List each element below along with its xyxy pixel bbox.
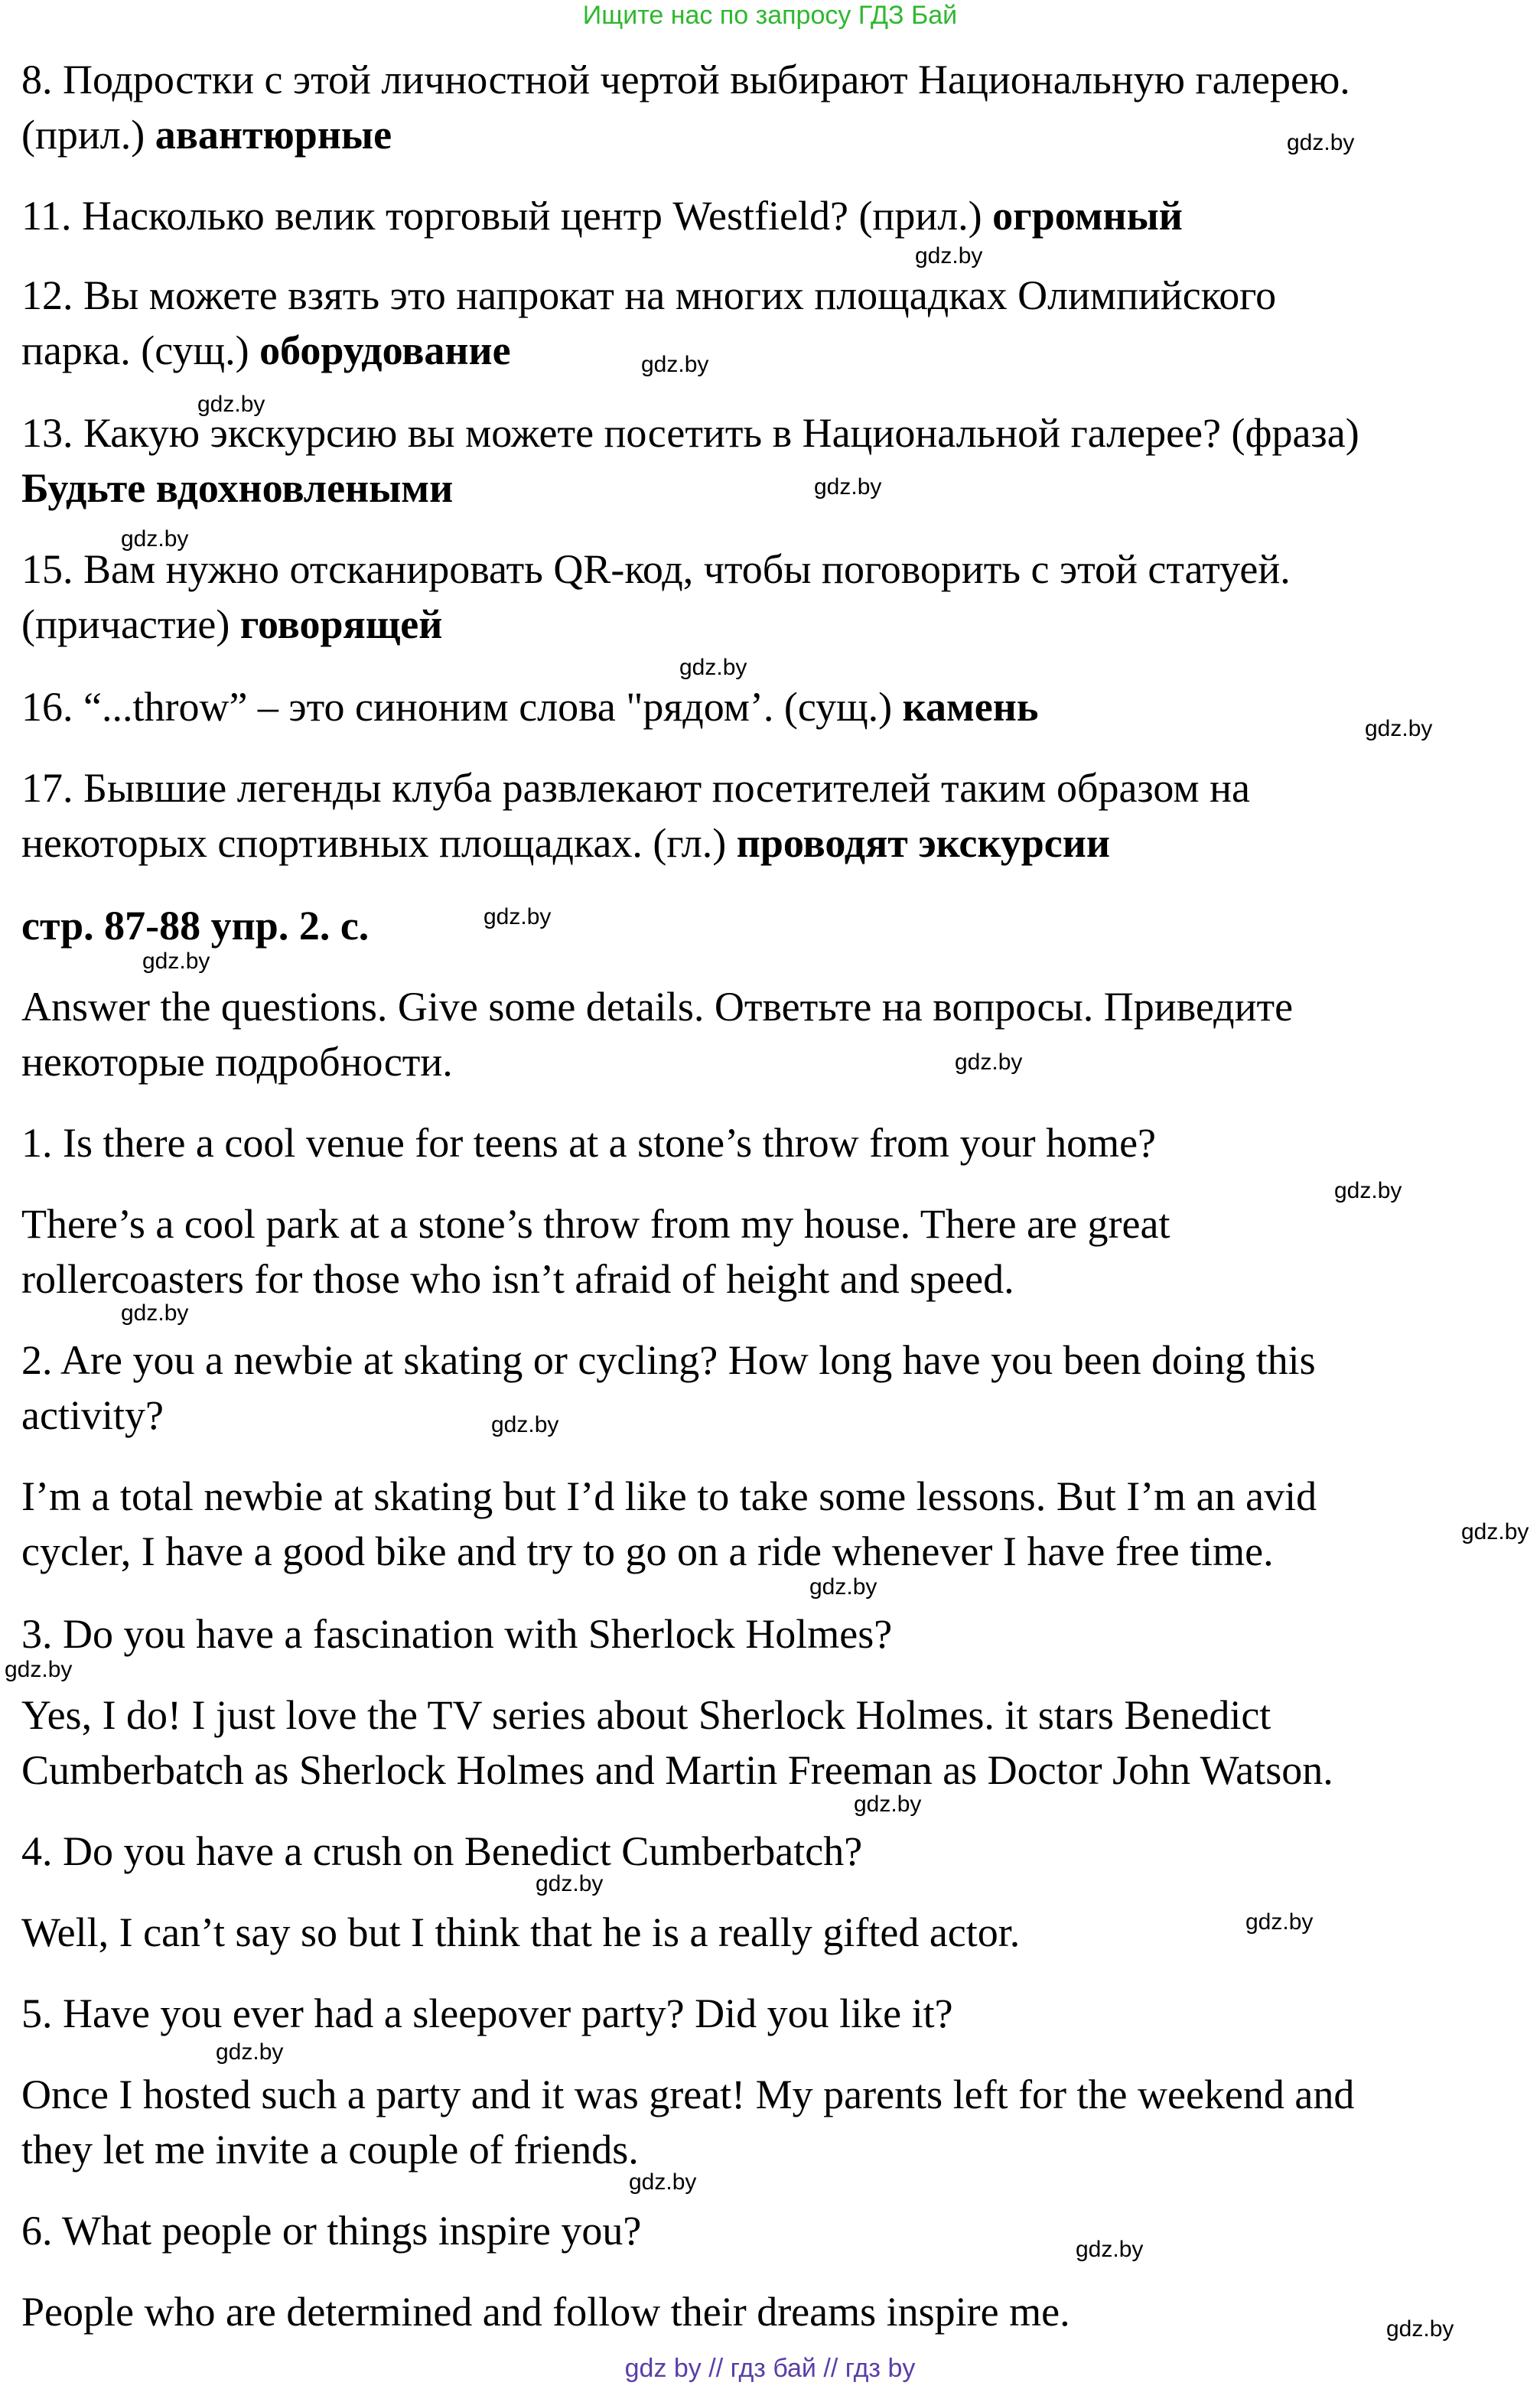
footer-links: gdz by // гдз бай // гдз by	[624, 2354, 916, 2383]
answer-3-line-1: Yes, I do! I just love the TV series about Sherlock Holmes. it stars Benedict	[21, 1692, 1271, 1738]
q13-answer: Будьте вдохновлеными	[21, 465, 454, 511]
watermark: gdz.by	[915, 243, 983, 269]
q16-prefix: 16. “...throw” – это синоним слова "рядом’. (сущ.)	[21, 684, 903, 730]
question-2-line-1: 2. Are you a newbie at skating or cycling? How long have you been doing this	[21, 1337, 1316, 1383]
watermark: gdz.by	[629, 2169, 697, 2195]
watermark: gdz.by	[1245, 1909, 1314, 1935]
watermark: gdz.by	[1334, 1178, 1402, 1203]
answer-2-line-2: cycler, I have a good bike and try to go on a ride whenever I have free time.	[21, 1528, 1274, 1574]
q8-text: 8. Подростки с этой личностной чертой выбирают Национальную галерею.	[21, 57, 1350, 103]
watermark: gdz.by	[814, 474, 882, 500]
answer-4: Well, I can’t say so but I think that he is a really gifted actor.	[21, 1909, 1021, 1955]
instruction-line-1: Answer the questions. Give some details. Ответьте на вопросы. Приведите	[21, 984, 1294, 1030]
q8-answer-line	[21, 110, 392, 159]
q11-line	[21, 191, 1183, 240]
answer-3-line-2: Cumberbatch as Sherlock Holmes and Martin Freeman as Doctor John Watson.	[21, 1747, 1333, 1793]
answer-5-line-2: they let me invite a couple of friends.	[21, 2127, 639, 2173]
q12-prefix: парка. (сущ.)	[21, 327, 260, 373]
question-6: 6. What people or things inspire you?	[21, 2208, 642, 2254]
answer-5-line-1: Once I hosted such a party and it was great! My parents left for the weekend and	[21, 2072, 1355, 2117]
question-4: 4. Do you have a crush on Benedict Cumberbatch?	[21, 1828, 863, 1874]
q12-text: 12. Вы можете взять это напрокат на многих площадках Олимпийского	[21, 272, 1277, 318]
q17-text: 17. Бывшие легенды клуба развлекают посетителей таким образом на	[21, 765, 1250, 811]
q17-prefix: некоторых спортивных площадках. (гл.)	[21, 820, 737, 866]
watermark: gdz.by	[121, 1300, 189, 1326]
instruction-line-2: некоторые подробности.	[21, 1039, 453, 1085]
q15-answer-line	[21, 600, 442, 649]
watermark: gdz.by	[197, 392, 265, 417]
watermark: gdz.by	[679, 655, 747, 680]
watermark: gdz.by	[536, 1871, 604, 1896]
watermark: gdz.by	[216, 2039, 284, 2065]
site-banner: Ищите нас по запросу ГДЗ Бай	[582, 1, 958, 30]
answer-6: People who are determined and follow their dreams inspire me.	[21, 2289, 1070, 2335]
question-1: 1. Is there a cool venue for teens at a stone’s throw from your home?	[21, 1120, 1157, 1166]
watermark: gdz.by	[809, 1574, 877, 1600]
watermark: gdz.by	[1287, 130, 1355, 155]
q12-answer-line	[21, 326, 511, 375]
q17-answer-line	[21, 819, 1110, 867]
watermark: gdz.by	[1386, 2316, 1454, 2342]
section-heading: стр. 87-88 упр. 2. с.	[21, 903, 370, 949]
q15-text: 15. Вам нужно отсканировать QR-код, чтобы поговорить с этой статуей.	[21, 546, 1291, 592]
watermark: gdz.by	[1461, 1519, 1529, 1544]
watermark: gdz.by	[121, 526, 189, 552]
q12-answer: оборудование	[259, 327, 511, 373]
watermark: gdz.by	[5, 1657, 73, 1682]
answer-1-line-1: There’s a cool park at a stone’s throw from my house. There are great	[21, 1201, 1170, 1247]
q15-answer: говорящей	[239, 601, 443, 647]
answer-2-line-1: I’m a total newbie at skating but I’d like to take some lessons. But I’m an avid	[21, 1473, 1317, 1519]
q11-prefix: 11. Насколько велик торговый центр Westfield? (прил.)	[21, 193, 993, 239]
q8-prefix: (прил.)	[21, 112, 155, 158]
answer-1-line-2: rollercoasters for those who isn’t afraid of height and speed.	[21, 1256, 1014, 1302]
q16-line	[21, 682, 1038, 731]
watermark: gdz.by	[854, 1792, 922, 1817]
question-5: 5. Have you ever had a sleepover party? Did you like it?	[21, 1990, 953, 2036]
watermark: gdz.by	[1076, 2237, 1144, 2262]
q8-answer: авантюрные	[155, 112, 392, 158]
question-3: 3. Do you have a fascination with Sherlock Holmes?	[21, 1611, 893, 1657]
q17-answer: проводят экскурсии	[736, 820, 1110, 866]
q15-prefix: (причастие)	[21, 601, 240, 647]
watermark: gdz.by	[483, 904, 552, 929]
q16-answer: камень	[902, 684, 1039, 730]
watermark: gdz.by	[955, 1050, 1023, 1075]
question-2-line-2: activity?	[21, 1392, 164, 1438]
watermark: gdz.by	[142, 949, 210, 974]
watermark: gdz.by	[641, 352, 709, 377]
watermark: gdz.by	[1365, 716, 1433, 741]
watermark: gdz.by	[491, 1412, 559, 1437]
q13-text: 13. Какую экскурсию вы можете посетить в Национальной галерее? (фраза)	[21, 410, 1359, 456]
q11-answer: огромный	[992, 193, 1183, 239]
